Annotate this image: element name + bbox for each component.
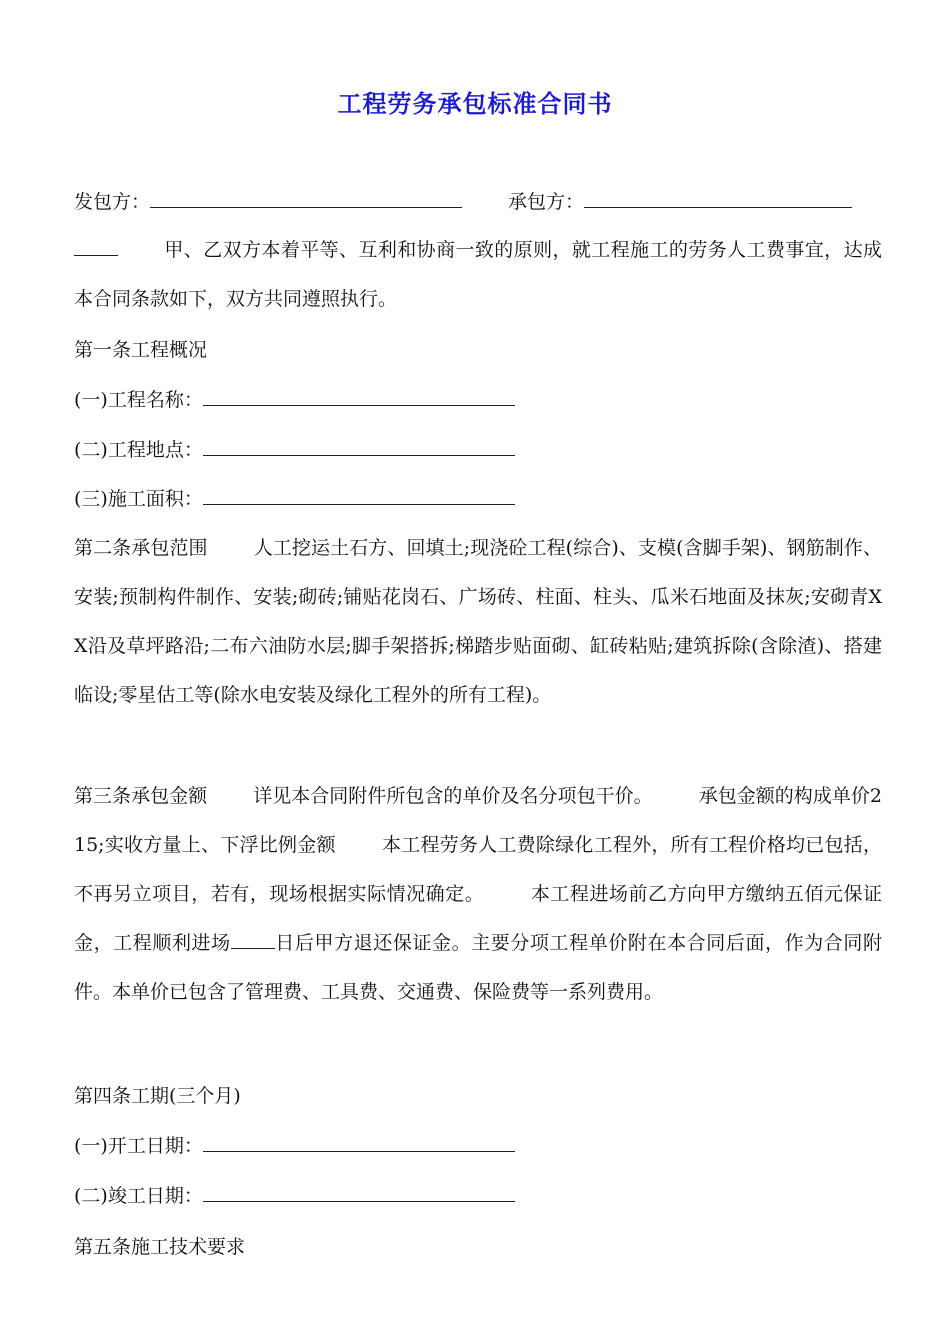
- article3-part3: 本工程劳务人工费除绿化工程外，所有工程价格均已包括，不再另立项目，若有，现场根据实际情况确定。: [74, 834, 882, 905]
- article3-heading: 第三条承包金额: [74, 785, 208, 807]
- project-name-blank[interactable]: [203, 385, 515, 406]
- project-location-label: (二)工程地点：: [74, 439, 203, 461]
- party-b-label: 承包方：: [508, 191, 585, 213]
- party-a-blank[interactable]: [150, 187, 462, 208]
- completion-date-row: [74, 1181, 880, 1210]
- parties-line: [74, 187, 880, 216]
- article3-part2: 承包金额的构成单价215;实收方量上、下浮比例金额: [74, 785, 882, 856]
- project-name-row: [74, 385, 880, 414]
- article2-heading: 第二条承包范围: [74, 537, 208, 559]
- construction-area-row: [74, 484, 880, 513]
- article2-paragraph: [74, 524, 882, 720]
- party-a-label: 发包方：: [74, 191, 151, 213]
- days-blank[interactable]: [231, 928, 275, 949]
- article4-heading: 第四条工期(三个月): [74, 1085, 241, 1107]
- project-name-label: (一)工程名称：: [74, 389, 203, 411]
- article3-part4a: 本工程进场前乙方向甲方缴纳五佰元保证金，工程顺利进场: [74, 883, 882, 954]
- article1-heading: 第一条工程概况: [74, 339, 208, 361]
- start-date-row: [74, 1131, 880, 1160]
- project-location-row: [74, 435, 880, 464]
- intro-blank[interactable]: [74, 235, 118, 256]
- article2-body: 人工挖运土石方、回填土;现浇砼工程(综合)、支模(含脚手架)、钢筋制作、安装;预制构件制作、安装;砌砖;铺贴花岗石、广场砖、柱面、柱头、瓜米石地面及抹灰;安砌青XX沿及草坪路沿;二布六油防水层;脚手架搭拆;梯踏步贴面砌、缸砖粘贴;建筑拆除(含除渣)、搭建临设;零星估工等(除水电安装及绿化工程外的所有工程)。: [74, 537, 882, 706]
- article3-part4b: 日后甲方退还保证金。主要分项工程单价附在本合同后面，作为合同附件。本单价已包含了管理费、工具费、交通费、保险费等一系列费用。: [74, 932, 882, 1003]
- project-location-blank[interactable]: [203, 435, 515, 456]
- intro-paragraph: [74, 226, 882, 324]
- start-date-blank[interactable]: [203, 1131, 515, 1152]
- article3-part1: 详见本合同附件所包含的单价及名分项包干价。: [253, 785, 653, 807]
- completion-date-blank[interactable]: [203, 1181, 515, 1202]
- article3-paragraph: [74, 772, 882, 1017]
- party-b-blank[interactable]: [584, 187, 852, 208]
- construction-area-label: (三)施工面积：: [74, 488, 203, 510]
- start-date-label: (一)开工日期：: [74, 1135, 203, 1157]
- document-title: 工程劳务承包标准合同书: [337, 89, 613, 118]
- intro-text: 甲、乙双方本着平等、互利和协商一致的原则，就工程施工的劳务人工费事宜，达成本合同条款如下，双方共同遵照执行。: [74, 239, 882, 310]
- completion-date-label: (二)竣工日期：: [74, 1185, 203, 1207]
- construction-area-blank[interactable]: [203, 484, 515, 505]
- article5-heading: 第五条施工技术要求: [74, 1236, 246, 1258]
